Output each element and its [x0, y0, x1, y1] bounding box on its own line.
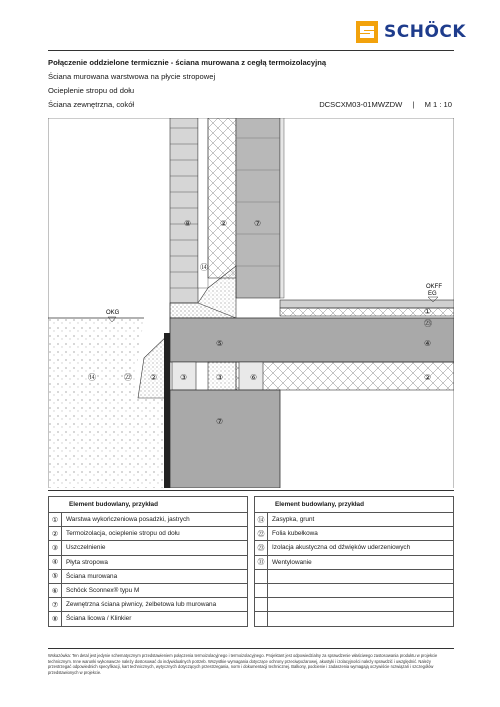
page-title: Połączenie oddzielone termicznie - ściana murowana z cegłą termoizolacyjną [48, 58, 327, 67]
callout-22: ㉒ [124, 373, 132, 382]
table-row [255, 569, 454, 583]
legend-num: ③ [49, 541, 62, 555]
okff-label: OKFF [426, 284, 442, 290]
callout-7-top: ⑦ [254, 219, 262, 228]
brand-name: SCHÖCK [384, 22, 467, 42]
legend-num: ② [49, 527, 62, 541]
callout-3-mid: ③ [216, 373, 224, 382]
table-row [49, 527, 248, 541]
eg-label: EG [428, 291, 437, 297]
legend-num: ㉒ [255, 527, 268, 541]
table-row [49, 612, 248, 626]
legend-text: Termoizolacja, ocieplenie stropu od dołu [62, 527, 248, 541]
legend-text: Płyta stropowa [62, 555, 248, 569]
subtitle-1: Ściana murowana warstwowa na płycie stropowej [48, 72, 216, 81]
disclaimer-note: Wskazówka: Ten detal jest jedynie schematycznym przedstawieniem połączenia termoizolacyjnego i termoizolacyjnego. Projektant jest odpowiedzialny za sprawdzenie właściwego zastosowania produktu w projekcie technicznym. Inne warunki wykonawcze należy dostosować do indywidualnych potrzeb. Wszystkie wymagania dotyczące ochrony przeciwpożarowej, akustyki i izolacyjności należy sprawdzić i uwzględnić. Należy przestrzegać odpowiednich specyfikacji, kart technicznych, wytycznych dotyczących przestrzegania, norm i dokumentacji technicznej. Balkony, podcienie i zadaszenia wymagają oczywiście rozwiązań i szczegółów przedstawionych w projekcie. [48, 653, 438, 675]
table-row [49, 569, 248, 583]
callout-2-top: ② [220, 219, 228, 228]
subtitle-2: Ocieplenie stropu od dołu [48, 86, 135, 95]
callout-5: ⑤ [216, 339, 224, 348]
table-row [255, 583, 454, 597]
legend-left [48, 496, 248, 627]
separator: | [412, 100, 415, 109]
detail-code-line [319, 100, 452, 109]
callout-14: ⑭ [88, 373, 96, 382]
legend-num [255, 583, 268, 597]
table-row [255, 555, 454, 569]
legend-text: Folia kubełkowa [268, 527, 454, 541]
callout-7-bottom: ⑦ [216, 417, 224, 426]
table-row [49, 555, 248, 569]
drawing-bottom-divider [48, 490, 454, 491]
legend-text: Warstwa wykończeniowa posadzki, jastrych [62, 513, 248, 527]
legend-num: ㉛ [255, 555, 268, 569]
table-row [49, 583, 248, 597]
legend-num: ⑧ [49, 612, 62, 626]
legend-right-header: Element budowlany, przykład [255, 497, 454, 513]
schoeck-logo [356, 20, 486, 44]
legend-text [268, 583, 454, 597]
legend-right [254, 496, 454, 627]
legend-num: ⑥ [49, 583, 62, 597]
legend-num [255, 612, 268, 626]
legend-num: ㉓ [255, 541, 268, 555]
table-row [255, 612, 454, 626]
table-row [49, 598, 248, 612]
callout-6: ⑥ [250, 373, 258, 382]
legend-num [255, 569, 268, 583]
legend-text [268, 612, 454, 626]
section-drawing [48, 118, 454, 488]
subtitle-3: Ściana zewnętrzna, cokół [48, 100, 135, 109]
table-row [255, 513, 454, 527]
callout-4: ④ [424, 339, 432, 348]
callout-2-left: ② [150, 373, 158, 382]
callout-23: ㉓ [424, 319, 432, 328]
legend-left-header: Element budowlany, przykład [49, 497, 248, 513]
legend-text: Ściana licowa / Klinkier [62, 612, 248, 626]
legend-text: Schöck Sconnex® typu M [62, 583, 248, 597]
legend-num: ④ [49, 555, 62, 569]
table-row [49, 513, 248, 527]
legend-text: Ściana murowana [62, 569, 248, 583]
callout-14-top: ⑭ [200, 263, 208, 272]
table-row [49, 541, 248, 555]
legend-num: ⑦ [49, 598, 62, 612]
legend-num [255, 598, 268, 612]
table-row [255, 541, 454, 555]
callout-3-left: ③ [180, 373, 188, 382]
callout-8: ⑧ [184, 219, 192, 228]
drawing-scale: M 1 : 10 [424, 100, 452, 109]
legend-text: Wentylowanie [268, 555, 454, 569]
detail-code: DCSCXM03-01MWZDW [319, 100, 403, 109]
table-row [255, 598, 454, 612]
legend-text: Uszczelnienie [62, 541, 248, 555]
legend-text: Zasypka, grunt [268, 513, 454, 527]
footer-divider [48, 648, 454, 649]
legend-text: Zewnętrzna ściana piwnicy, żelbetowa lub murowana [62, 598, 248, 612]
legend-num: ① [49, 513, 62, 527]
header-divider [48, 50, 454, 51]
legend-text [268, 569, 454, 583]
callout-2-right: ② [424, 373, 432, 382]
legend-text: Izolacja akustyczna od dźwięków uderzeniowych [268, 541, 454, 555]
logo-mark-icon [356, 21, 378, 43]
legend-num: ⑤ [49, 569, 62, 583]
table-row [255, 527, 454, 541]
okg-label: OKG [106, 310, 120, 316]
legend-num: ⑭ [255, 513, 268, 527]
legend-text [268, 598, 454, 612]
callout-1: ① [424, 307, 432, 316]
